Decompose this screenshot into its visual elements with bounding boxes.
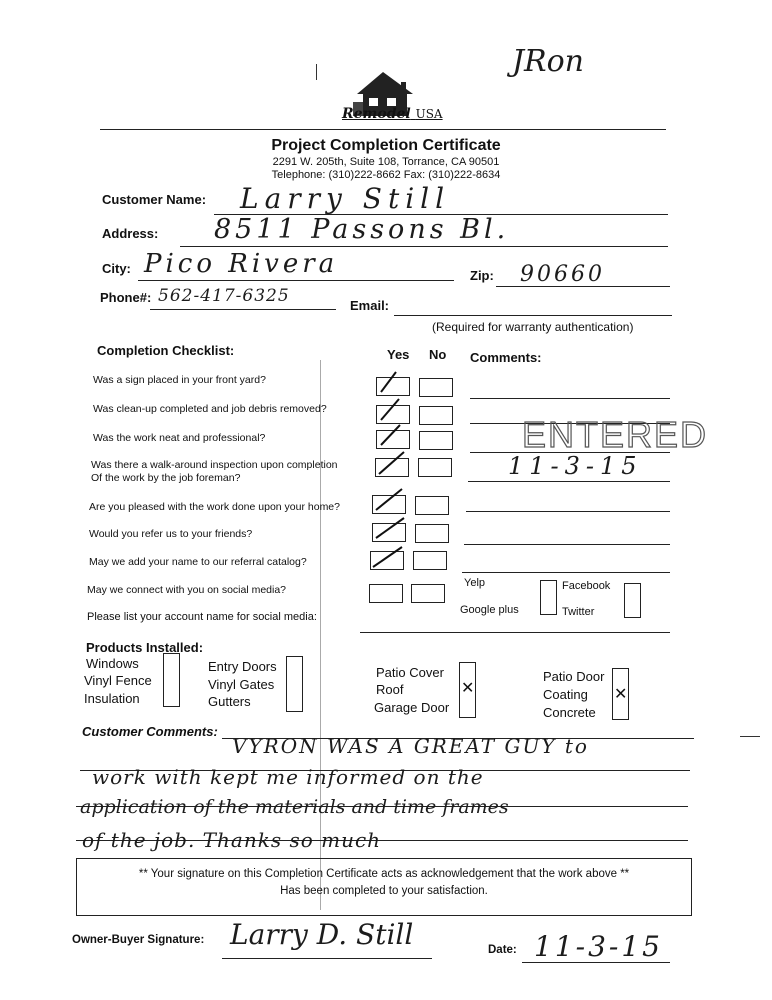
question-social: May we connect with you on social media? — [87, 584, 287, 596]
email-label: Email: — [350, 298, 390, 313]
question-refer: Would you refer us to your friends? — [89, 528, 253, 540]
question-walkaround: Was there a walk-around inspection upon completion — [91, 459, 338, 471]
comment-text-1: VYRON WAS A GREAT GUY to — [232, 734, 589, 758]
coating-check-mark: ✕ — [614, 684, 628, 703]
page-title: Project Completion Certificate — [271, 137, 501, 154]
product-checkbox[interactable] — [286, 656, 303, 712]
product-vinyl-gates: Vinyl Gates — [208, 677, 275, 692]
stamp-date: 11-3-15 — [508, 452, 643, 480]
comment-line — [464, 544, 670, 545]
comment-line — [468, 481, 670, 482]
facebook-label: Facebook — [562, 580, 611, 592]
product-concrete: Concrete — [543, 705, 596, 720]
entered-stamp: ENTERED — [522, 414, 709, 455]
question-referral-catalog: May we add your name to our referral catalog? — [89, 556, 307, 568]
comment-text-4: of the job. Thanks so much — [82, 828, 382, 852]
social-account-line — [360, 632, 670, 633]
social-checkbox[interactable] — [624, 583, 641, 618]
date-value: 11-3-15 — [534, 930, 663, 963]
signature-value: Larry D. Still — [230, 918, 414, 951]
checklist-title: Completion Checklist: — [97, 343, 235, 358]
question-social-account: Please list your account name for social media: — [87, 611, 317, 623]
product-gutters: Gutters — [208, 694, 251, 709]
phone-value: 562-417-6325 — [158, 286, 290, 306]
product-vinyl-fence: Vinyl Fence — [84, 673, 152, 688]
product-checkbox[interactable] — [163, 653, 180, 707]
margin-mark — [740, 736, 760, 737]
question-sign: Was a sign placed in your front yard? — [93, 374, 266, 386]
customer-name-value: Larry Still — [240, 182, 451, 215]
city-value: Pico Rivera — [144, 249, 339, 279]
header-address: 2291 W. 205th, Suite 108, Torrance, CA 90501 — [272, 156, 500, 168]
google-label: Google plus — [460, 604, 519, 616]
product-entry-doors: Entry Doors — [208, 659, 277, 674]
products-title: Products Installed: — [86, 640, 204, 655]
product-patio-cover: Patio Cover — [376, 665, 444, 680]
address-label: Address: — [102, 226, 159, 241]
brand-name: Remodel USA — [342, 106, 443, 122]
question-walkaround-2: Of the work by the job foreman? — [91, 472, 241, 484]
facebook-checkbox[interactable] — [540, 580, 557, 615]
comments-header: Comments: — [470, 350, 542, 365]
question-cleanup: Was clean-up completed and job debris removed? — [93, 403, 327, 415]
product-windows: Windows — [86, 656, 139, 671]
product-coating: Coating — [543, 687, 588, 702]
no-header: No — [429, 347, 447, 362]
notice-line-2: Has been completed to your satisfaction. — [280, 885, 488, 897]
comment-line — [470, 398, 670, 399]
question-pleased: Are you pleased with the work done upon your home? — [89, 501, 340, 513]
signature-line — [222, 958, 432, 959]
zip-label: Zip: — [470, 268, 494, 283]
comment-line — [466, 511, 670, 512]
product-insulation: Insulation — [84, 691, 140, 706]
comment-text-2: work with kept me informed on the — [92, 765, 484, 789]
comment-text-3: application of the materials and time frames — [80, 796, 509, 818]
notice-line-1: ** Your signature on this Completion Certificate acts as acknowledgement that the work above ** — [138, 868, 630, 880]
product-garage-door: Garage Door — [374, 700, 450, 715]
corner-initials: JRon — [512, 44, 584, 79]
comment-line — [462, 572, 670, 573]
yelp-label: Yelp — [464, 577, 486, 589]
product-roof: Roof — [376, 682, 404, 697]
product-patio-door: Patio Door — [543, 669, 605, 684]
address-value: 8511 Passons Bl. — [214, 214, 510, 245]
question-neat: Was the work neat and professional? — [93, 432, 266, 444]
zip-value: 90660 — [520, 262, 605, 287]
email-note: (Required for warranty authentication) — [432, 320, 634, 334]
customer-name-label: Customer Name: — [102, 192, 207, 207]
customer-comments-title: Customer Comments: — [82, 724, 218, 739]
roof-check-mark: ✕ — [461, 678, 475, 697]
city-label: City: — [102, 261, 131, 276]
yes-header: Yes — [387, 347, 410, 362]
phone-label: Phone#: — [100, 290, 152, 305]
signature-label: Owner-Buyer Signature: — [72, 934, 205, 946]
date-label: Date: — [488, 944, 517, 956]
twitter-label: Twitter — [562, 606, 595, 618]
header-phone: Telephone: (310)222-8662 Fax: (310)222-8634 — [271, 169, 501, 181]
